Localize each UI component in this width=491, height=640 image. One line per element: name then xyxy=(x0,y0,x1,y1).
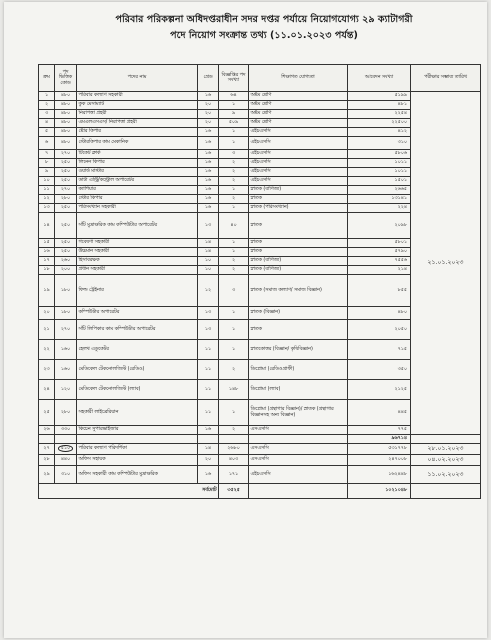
table-row xyxy=(39,466,481,484)
subtotal-applications: ৯৬৭১৪ xyxy=(348,435,411,444)
cell-post-code: ২৫০ xyxy=(55,177,77,186)
cell-applications: ৫১৯৯ xyxy=(348,92,411,101)
cell-grade: ১৪ xyxy=(198,239,219,248)
cell-vacancies: ২ xyxy=(219,195,249,204)
cell-serial: ২৫ xyxy=(39,400,55,426)
cell-post-name: ক্যাশিয়ার xyxy=(77,186,198,195)
cell-post-code: ১৮০ xyxy=(55,275,77,307)
header-serial: ক্রম xyxy=(39,65,55,92)
cell-qualification: স্নাতক (বাণিজ্য) xyxy=(249,186,348,195)
cell-qualification: স্নাতকোত্তর (বিজ্ঞান/ কৃষিবিজ্ঞান) xyxy=(249,340,348,360)
cell-post-code: ৪৮০ xyxy=(55,92,77,101)
title-line-2: পদে নিয়োগ সংক্রান্ত তথ্য (১১.০১.২০২৩ পর্যন্ত) xyxy=(170,30,358,41)
cell-post-name: ফিল্ড ট্রেইনার xyxy=(77,275,198,307)
cell-vacancies: ১ xyxy=(219,137,249,150)
header-post-code: পদ ভিত্তিক কোড xyxy=(55,65,77,92)
cell-grade: ১৬ xyxy=(198,426,219,435)
cell-vacancies: ২ xyxy=(219,168,249,177)
cell-grade: ১৬ xyxy=(198,177,219,186)
cell-vacancies: ২ xyxy=(219,266,249,275)
cell-post-code: ২৫০ xyxy=(55,213,77,239)
cell-qualification: অষ্টম শ্রেণি xyxy=(249,110,348,119)
cell-serial: ১৭ xyxy=(39,257,55,266)
cell-applications: ৫৮০১ xyxy=(348,239,411,248)
cell-vacancies: ২ xyxy=(219,257,249,266)
cell-applications: ৭১৫ xyxy=(348,340,411,360)
cell-vacancies: ১ xyxy=(219,307,249,320)
cell-post-name: অফিস সহায়ক xyxy=(77,455,198,466)
cell-post-name: সাঁট লিপিকার কাম কম্পিউটার অপারেটর xyxy=(77,320,198,340)
cell-applications: ২১৪ xyxy=(348,266,411,275)
cell-applications: ২২৪ xyxy=(348,204,411,213)
cell-applications: ৫৭৯০ xyxy=(348,248,411,257)
subtotal-empty-cell xyxy=(55,435,77,444)
cell-post-code: ২০০ xyxy=(55,266,77,275)
cell-post-name: প্রধান সহকারী xyxy=(77,266,198,275)
cell-grade: ১৬ xyxy=(198,92,219,101)
cell-post-code: ২৫০ xyxy=(55,204,77,213)
title-line-1: পরিবার পরিকল্পনা অধিদপ্তরাধীন সদর দপ্তর পর্যায়ে নিয়োগযোগ্য ২৯ ক্যাটাগরী xyxy=(115,14,413,25)
header-vacancies: বিজ্ঞপ্তির পদ সংখ্যা xyxy=(219,65,249,92)
cell-qualification: এইচএসসি xyxy=(249,159,348,168)
cell-vacancies: ২৬৮০ xyxy=(219,444,249,455)
cell-post-name: উচ্চমান সহকারী xyxy=(77,248,198,257)
cell-post-code: ২৫০ xyxy=(55,159,77,168)
cell-serial: ২ xyxy=(39,101,55,110)
cell-qualification: এইচএসসি xyxy=(249,128,348,137)
cell-post-code: ২৮০ xyxy=(55,195,77,204)
cell-serial: ১০ xyxy=(39,177,55,186)
cell-serial: ২৩ xyxy=(39,360,55,380)
cell-qualification: এইচএসসি xyxy=(249,466,348,484)
cell-applications: ১৫০১ xyxy=(348,177,411,186)
document-sheet xyxy=(4,2,487,638)
cell-grade: ২০ xyxy=(198,455,219,466)
cell-post-code: ২৫০ xyxy=(55,248,77,257)
cell-applications: ৮৫৫ xyxy=(348,275,411,307)
cell-applications: ২২৫৪ xyxy=(348,110,411,119)
cell-post-code: ৪৮০ xyxy=(55,119,77,128)
cell-post-name: সাঁট মুদ্রাক্ষরিক কাম কম্পিউটার অপারেটর xyxy=(77,213,198,239)
cell-post-code: ২৫০ xyxy=(55,168,77,177)
cell-applications: ২০৫০ xyxy=(348,320,411,340)
cell-qualification: স্নাতক xyxy=(249,195,348,204)
cell-post-name: হিসাবরক্ষক xyxy=(77,257,198,266)
cell-applications: ৪৮১ xyxy=(348,101,411,110)
cell-post-name: পরিবার কল্যাণ পরিদর্শিকা xyxy=(77,444,198,455)
cell-vacancies: ৫০৯ xyxy=(219,119,249,128)
cell-vacancies: ১ xyxy=(219,320,249,340)
cell-post-name: ওয়ার্ড মাস্টার xyxy=(77,168,198,177)
cell-post-code xyxy=(55,466,77,484)
grand-total-row xyxy=(39,484,481,499)
grand-total-label: সর্বমোট xyxy=(39,484,219,499)
cell-applications: ৭৭৫ xyxy=(348,426,411,435)
cell-applications: ২২৫০০ xyxy=(348,119,411,128)
cell-vacancies: ১ xyxy=(219,239,249,248)
cell-qualification: ডিপ্লোমা (গ্রন্থাগার বিজ্ঞান)/ স্নাতক (গ্রন্থাগার বিজ্ঞানসহ অন্য বিজ্ঞান) xyxy=(249,400,348,426)
cell-post-code: ১২০ xyxy=(55,380,77,400)
cell-qualification: অষ্টম শ্রেণি xyxy=(249,119,348,128)
cell-qualification: এইচএসসি xyxy=(249,137,348,150)
cell-grade: ১৬ xyxy=(198,186,219,195)
cell-vacancies: ৩ xyxy=(219,150,249,159)
cell-grade: ১০ xyxy=(198,257,219,266)
cell-serial: ১১ xyxy=(39,186,55,195)
cell-vacancies: ২ xyxy=(219,159,249,168)
cell-post-code: ৪৮০ xyxy=(55,128,77,137)
post-code-value: ৪৪০ xyxy=(60,457,71,463)
header-exam-date: পরীক্ষার সম্ভাব্য তারিখ xyxy=(411,65,481,92)
cell-grade: ১৬ xyxy=(198,466,219,484)
header-post-name: পদের নাম xyxy=(77,65,198,92)
cell-grade: ১২ xyxy=(198,275,219,307)
cell-qualification: স্নাতক xyxy=(249,320,348,340)
table-row xyxy=(39,444,481,455)
cell-grade: ১৪ xyxy=(198,248,219,257)
cell-post-name: কিচেন সুপারভাইজার xyxy=(77,426,198,435)
cell-grade: ২০ xyxy=(198,110,219,119)
cell-vacancies: ১ xyxy=(219,204,249,213)
cell-grade: ২০ xyxy=(198,119,219,128)
cell-post-name: ডাটা এন্ট্রি/কন্ট্রোল অপারেটর xyxy=(77,177,198,186)
cell-serial: ১৮ xyxy=(39,266,55,275)
cell-post-code: ২৮০ xyxy=(55,400,77,426)
cell-post-name: স্টোর কিপার xyxy=(77,195,198,204)
cell-qualification: স্নাতক (পরিসংখ্যান) xyxy=(249,204,348,213)
cell-grade: ১১ xyxy=(198,360,219,380)
cell-serial: ১২ xyxy=(39,195,55,204)
cell-grade: ১৩ xyxy=(198,307,219,320)
cell-post-code xyxy=(55,444,77,455)
cell-post-code: ১৬০ xyxy=(55,360,77,380)
grand-total-posts: ৩৫২৫ xyxy=(219,484,249,499)
recruitment-table xyxy=(38,64,481,499)
cell-grade: ১১ xyxy=(198,380,219,400)
subtotal-empty-cell xyxy=(198,435,219,444)
header-grade: গ্রেড xyxy=(198,65,219,92)
cell-post-name: মেডিকেল টেকনোলজিস্ট (ল্যাব) xyxy=(77,380,198,400)
cell-qualification: এইচএসসি xyxy=(249,150,348,159)
post-code-value: ৫১০ xyxy=(58,445,73,452)
cell-qualification: এসএসসি xyxy=(249,444,348,455)
cell-post-name: লিনেন কিপার xyxy=(77,159,198,168)
header-qualification: শিক্ষাগত যোগ্যতা xyxy=(249,65,348,92)
cell-post-code: ২৭০ xyxy=(55,186,77,195)
cell-grade: ১৬ xyxy=(198,168,219,177)
cell-grade: ১৬ xyxy=(198,159,219,168)
cell-qualification: এইচএসসি xyxy=(249,168,348,177)
cell-vacancies: ১ xyxy=(219,128,249,137)
cell-post-name: ষ্টোর কিপার xyxy=(77,128,198,137)
cell-qualification: স্নাতক (বাণিজ্য) xyxy=(249,257,348,266)
cell-grade: ১৬ xyxy=(198,204,219,213)
grand-total-applications: ১০২১০৪৮ xyxy=(348,484,411,499)
cell-applications: ২৬৬৫ xyxy=(348,186,411,195)
cell-applications: ১৬২৪৪৮ xyxy=(348,466,411,484)
cell-qualification: অষ্টম শ্রেণি xyxy=(249,101,348,110)
cell-qualification: স্নাতক xyxy=(249,248,348,257)
cell-applications: ২১২৫ xyxy=(348,380,411,400)
cell-vacancies: ৩ xyxy=(219,275,249,307)
cell-vacancies: ১৪৮ xyxy=(219,380,249,400)
cell-vacancies: ১৭১ xyxy=(219,466,249,484)
cell-grade: ১৬ xyxy=(198,195,219,204)
cell-applications: ২০৯৮ xyxy=(348,213,411,239)
cell-post-code: ১৬০ xyxy=(55,340,77,360)
cell-applications: ৩১০ xyxy=(348,137,411,150)
cell-post-name: মেডিকেল টেকনোলজিস্ট (রেডিও) xyxy=(77,360,198,380)
cell-applications: ১০১১ xyxy=(348,168,411,177)
cell-post-name: টিকেট ক্লার্ক xyxy=(77,150,198,159)
cell-qualification: অষ্টম শ্রেণি xyxy=(249,92,348,101)
cell-serial: ১৪ xyxy=(39,213,55,239)
header-applications: আবেদন সংখ্যা xyxy=(348,65,411,92)
cell-serial: ১৫ xyxy=(39,239,55,248)
exam-date-cell: ২১.০১.২০২৩ xyxy=(411,92,481,435)
cell-vacancies: ২ xyxy=(219,177,249,186)
cell-exam-date: ১১.০২.২০২৩ xyxy=(411,466,481,484)
cell-applications: ৪৪৫ xyxy=(348,400,411,426)
grand-total-empty xyxy=(249,484,348,499)
cell-vacancies: ১ xyxy=(219,340,249,360)
cell-vacancies: ১ xyxy=(219,400,249,426)
cell-post-code xyxy=(55,455,77,466)
cell-vacancies: ২ xyxy=(219,360,249,380)
cell-serial: ২৯ xyxy=(39,466,55,484)
cell-serial: ২০ xyxy=(39,307,55,320)
cell-post-code: ৩৩০ xyxy=(55,426,77,435)
cell-post-code: ২৭০ xyxy=(55,150,77,159)
cell-serial: ২১ xyxy=(39,320,55,340)
cell-vacancies: ২ xyxy=(219,426,249,435)
cell-serial: ৪ xyxy=(39,119,55,128)
cell-post-name: কম্পিউটার অপারেটর xyxy=(77,307,198,320)
subtotal-row xyxy=(39,435,481,444)
cell-qualification: ডিপ্লোমা (রেডিওগ্রাফী) xyxy=(249,360,348,380)
cell-qualification: স্নাতক xyxy=(249,213,348,239)
cell-post-name: স্টোরকিপার কাম মেকানিক xyxy=(77,137,198,150)
cell-serial: ২৮ xyxy=(39,455,55,466)
cell-serial: ১৬ xyxy=(39,248,55,257)
cell-qualification: স্নাতক xyxy=(249,239,348,248)
cell-serial: ৬ xyxy=(39,137,55,150)
cell-qualification: স্নাতক (বিজ্ঞান) xyxy=(249,307,348,320)
grand-total-date-empty xyxy=(411,484,481,499)
cell-post-name: এমএলএসএস/ নিরাপত্তা প্রহরী xyxy=(77,119,198,128)
cell-vacancies: ৪০ xyxy=(219,213,249,239)
cell-post-name: কুক মেসাম্যাট xyxy=(77,101,198,110)
cell-vacancies: ১ xyxy=(219,186,249,195)
cell-grade: ১৬ xyxy=(198,137,219,150)
cell-grade: ১১ xyxy=(198,400,219,426)
cell-post-name: নিরাপত্তা প্রহরী xyxy=(77,110,198,119)
subtotal-empty-cell xyxy=(77,435,198,444)
cell-qualification: এসএসসি xyxy=(249,426,348,435)
subtotal-empty-cell xyxy=(249,435,348,444)
cell-applications: ১৩১৪১ xyxy=(348,195,411,204)
cell-post-code: ৪৮০ xyxy=(55,110,77,119)
cell-post-code: ৪৮০ xyxy=(55,137,77,150)
cell-serial: ২২ xyxy=(39,340,55,360)
cell-post-name: পরিসংখ্যান সহকারী xyxy=(77,204,198,213)
subtotal-date-empty xyxy=(411,435,481,444)
cell-post-name: হেলথ এডুকেটর xyxy=(77,340,198,360)
cell-grade: ১৩ xyxy=(198,213,219,239)
cell-serial: ৫ xyxy=(39,128,55,137)
cell-vacancies: ১ xyxy=(219,101,249,110)
table-body xyxy=(39,92,481,499)
cell-grade: ১০ xyxy=(198,266,219,275)
cell-applications: ৩৫০ xyxy=(348,360,411,380)
cell-applications: ১০১১ xyxy=(348,159,411,168)
table-row xyxy=(39,455,481,466)
post-code-value: ৩১০ xyxy=(60,471,71,477)
cell-vacancies: ৯ xyxy=(219,110,249,119)
cell-serial: ৭ xyxy=(39,150,55,159)
cell-applications: ৭৫৫৬ xyxy=(348,257,411,266)
cell-serial: ৮ xyxy=(39,159,55,168)
cell-post-name: অফিস সহকারী কাম কম্পিউটার মুদ্রাক্ষরিক xyxy=(77,466,198,484)
table-row xyxy=(39,92,481,101)
cell-grade: ২০ xyxy=(198,101,219,110)
cell-post-code: ৪৮০ xyxy=(55,101,77,110)
cell-grade: ১৬ xyxy=(198,128,219,137)
cell-serial: ২৬ xyxy=(39,426,55,435)
cell-serial: ১ xyxy=(39,92,55,101)
cell-vacancies: ৪০৩ xyxy=(219,455,249,466)
cell-vacancies: ৬৪ xyxy=(219,92,249,101)
cell-post-code: ২৫০ xyxy=(55,239,77,248)
cell-serial: ৯ xyxy=(39,168,55,177)
cell-serial: ৩ xyxy=(39,110,55,119)
cell-vacancies: ১ xyxy=(219,248,249,257)
cell-qualification: স্নাতক (সমাজ কল্যাণ/ সমাজ বিজ্ঞান) xyxy=(249,275,348,307)
cell-qualification: এসএসসি xyxy=(249,455,348,466)
cell-applications: ৫৮০৬ xyxy=(348,150,411,159)
cell-applications: ৪১২ xyxy=(348,128,411,137)
cell-grade: ১৩ xyxy=(198,320,219,340)
cell-serial: ২৭ xyxy=(39,444,55,455)
cell-serial: ১৯ xyxy=(39,275,55,307)
cell-post-code: ১৮০ xyxy=(55,307,77,320)
cell-qualification: স্নাতক (বাণিজ্য) xyxy=(249,266,348,275)
cell-grade: ১৪ xyxy=(198,444,219,455)
cell-applications: ২৪৭০০৮ xyxy=(348,455,411,466)
table-header-row xyxy=(39,65,481,92)
document-title xyxy=(64,12,464,44)
cell-exam-date: ২৮.০১.২০২৩ xyxy=(411,444,481,455)
cell-post-name: সহকারী লাইব্রেরিয়ান xyxy=(77,400,198,426)
cell-qualification: ডিপ্লোমা (ল্যাব) xyxy=(249,380,348,400)
cell-grade: ১৬ xyxy=(198,150,219,159)
cell-post-name: পরিবার কল্যাণ সহকারী xyxy=(77,92,198,101)
cell-applications: ৫৩১৭৭৮ xyxy=(348,444,411,455)
cell-serial: ২৪ xyxy=(39,380,55,400)
cell-post-code: ২৭০ xyxy=(55,320,77,340)
subtotal-empty-cell xyxy=(219,435,249,444)
cell-post-code: ২৬০ xyxy=(55,257,77,266)
cell-post-name: গবেষণা সহকারী xyxy=(77,239,198,248)
subtotal-empty-cell xyxy=(39,435,55,444)
cell-applications: ৪৮০ xyxy=(348,307,411,320)
cell-qualification: এইচএসসি xyxy=(249,177,348,186)
cell-serial: ১৩ xyxy=(39,204,55,213)
cell-grade: ১১ xyxy=(198,340,219,360)
cell-exam-date: ০৪.০২.২০২৩ xyxy=(411,455,481,466)
